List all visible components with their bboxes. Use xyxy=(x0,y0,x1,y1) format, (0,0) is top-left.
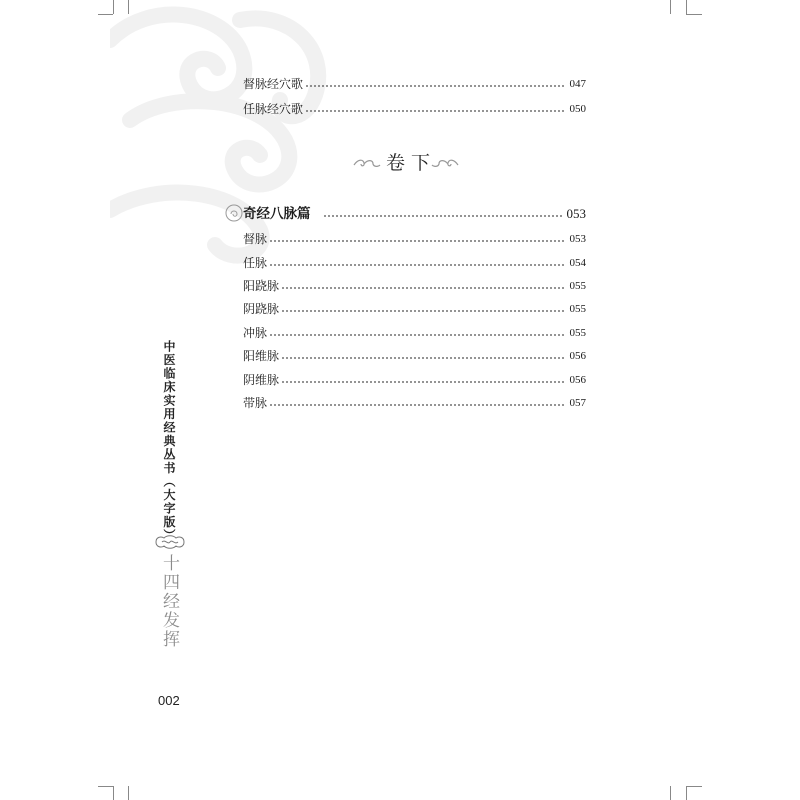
dot-leader xyxy=(269,334,564,336)
dot-leader xyxy=(269,264,564,266)
book-title: 十四经发挥 xyxy=(159,554,179,649)
sidebar-ornament-icon xyxy=(154,534,186,550)
chapter-ornament-icon xyxy=(225,204,243,222)
toc-entry-title: 阳维脉 xyxy=(243,349,280,363)
crop-mark xyxy=(128,786,129,800)
toc-entry[interactable] xyxy=(243,393,586,413)
dot-leader xyxy=(281,357,564,359)
cloud-ornament-left-icon xyxy=(352,156,382,170)
toc-entry-title: 带脉 xyxy=(243,396,268,410)
toc-entry[interactable] xyxy=(243,74,586,94)
toc-entry-title: 阳跷脉 xyxy=(243,279,280,293)
toc-chapter-page: 053 xyxy=(566,206,586,221)
toc-entry-page: 055 xyxy=(569,327,586,339)
toc-entry[interactable] xyxy=(243,299,586,319)
toc-chapter-entry[interactable] xyxy=(243,204,586,224)
crop-mark xyxy=(98,786,113,787)
toc-entry-title: 任脉 xyxy=(243,256,268,270)
dot-leader xyxy=(269,404,564,406)
crop-mark xyxy=(686,0,687,14)
dot-leader xyxy=(269,240,564,242)
toc-entry-page: 054 xyxy=(569,257,586,269)
page-number: 002 xyxy=(158,693,180,708)
crop-mark xyxy=(686,14,702,15)
crop-mark xyxy=(670,786,671,800)
toc-entry[interactable] xyxy=(243,276,586,296)
dot-leader xyxy=(281,310,564,312)
toc-entry[interactable] xyxy=(243,229,586,249)
toc-entry-title: 督脉 xyxy=(243,232,268,246)
dot-leader xyxy=(323,215,562,217)
toc-entry[interactable] xyxy=(243,253,586,273)
toc-entry-page: 050 xyxy=(569,103,586,115)
toc-entry-page: 053 xyxy=(569,233,586,245)
toc-entry-page: 055 xyxy=(569,280,586,292)
dot-leader xyxy=(305,85,564,87)
toc-entry[interactable] xyxy=(243,370,586,390)
dot-leader xyxy=(305,110,564,112)
dot-leader xyxy=(281,381,564,383)
crop-mark xyxy=(670,0,671,14)
toc-entry[interactable] xyxy=(243,99,586,119)
toc-entry-title: 督脉经穴歌 xyxy=(243,77,304,91)
toc-entry-page: 056 xyxy=(569,374,586,386)
crop-mark xyxy=(686,786,702,787)
toc-entry-title: 冲脉 xyxy=(243,326,268,340)
crop-mark xyxy=(113,786,114,800)
cloud-ornament-right-icon xyxy=(430,156,460,170)
toc-chapter-title: 奇经八脉篇 xyxy=(243,206,311,222)
volume-title: 卷下 xyxy=(386,152,437,174)
toc-entry-title: 阴维脉 xyxy=(243,373,280,387)
toc-entry-page: 056 xyxy=(569,350,586,362)
toc-entry-title: 任脉经穴歌 xyxy=(243,102,304,116)
series-title: 中医临床实用经典丛书︵大字版︶ xyxy=(162,340,176,543)
toc-entry[interactable] xyxy=(243,346,586,366)
toc-entry-page: 047 xyxy=(569,78,586,90)
toc-entry-page: 057 xyxy=(569,397,586,409)
crop-mark xyxy=(686,786,687,800)
toc-entry-page: 055 xyxy=(569,303,586,315)
dot-leader xyxy=(281,287,564,289)
toc-entry[interactable] xyxy=(243,323,586,343)
toc-entry-title: 阴跷脉 xyxy=(243,302,280,316)
